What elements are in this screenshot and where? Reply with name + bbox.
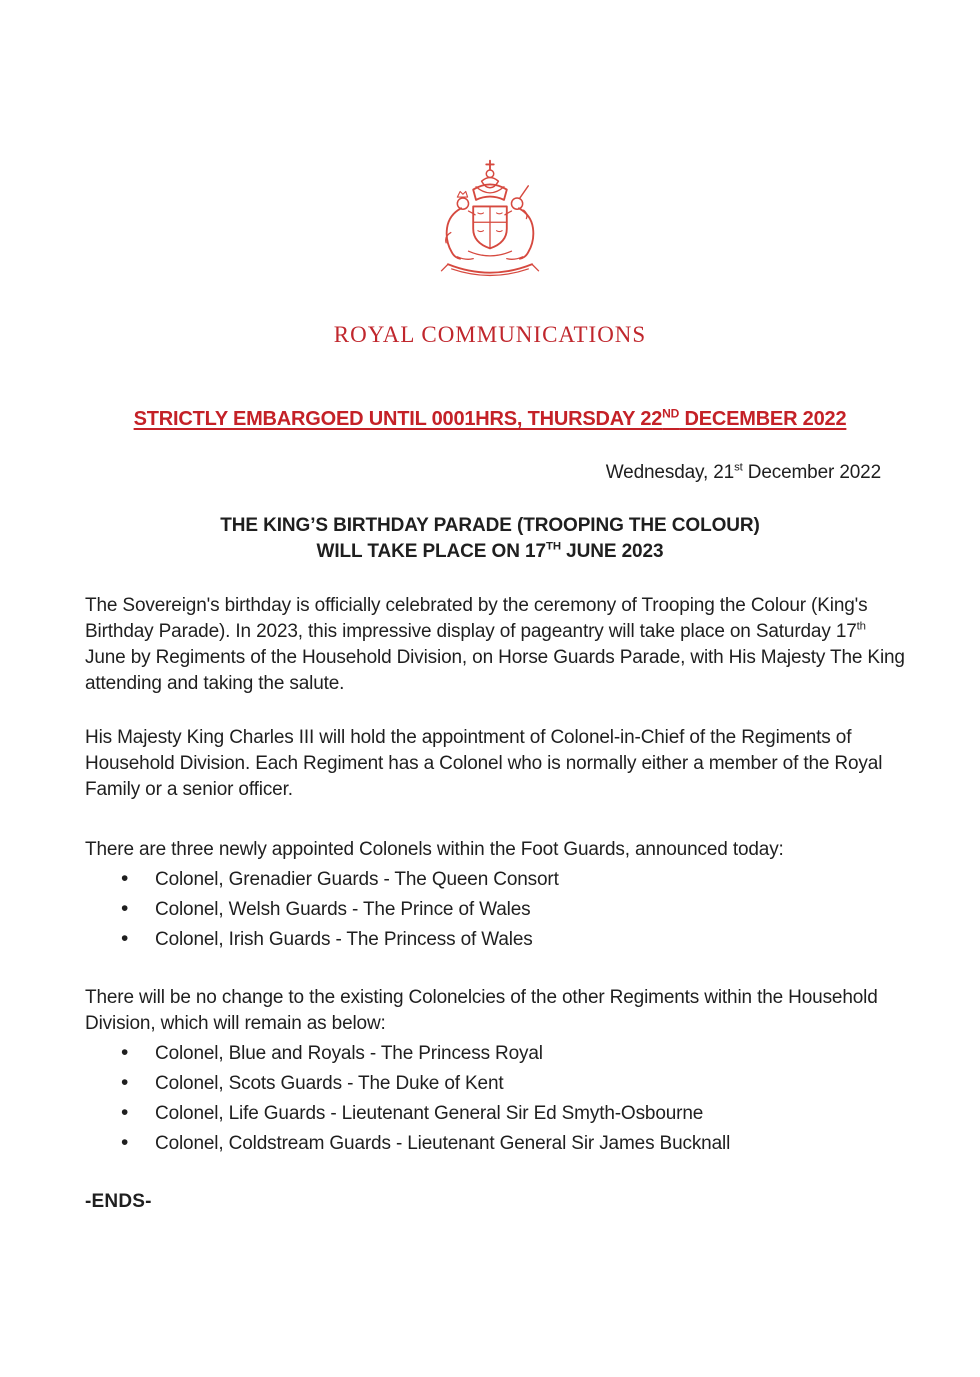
masthead-title [0,321,980,349]
list-item: • Colonel, Irish Guards - The Princess of Wales [121,927,905,953]
paragraph-colonel-in-chief: His Majesty King Charles III will hold the appointment of Colonel-in-Chief of the Regiments of Household Division. Each Regiment has a Colonel who is normally either a member of the Royal Family or a senior officer. [85,727,883,800]
list-item: • Colonel, Life Guards - Lieutenant General Sir Ed Smyth-Osbourne [121,1101,905,1127]
list-item: • Colonel, Welsh Guards - The Prince of Wales [121,897,905,923]
headline-ordinal-superscript: TH [545,540,561,553]
list-item: • Colonel, Grenadier Guards - The Queen Consort [121,867,905,893]
embargo-text: STRICTLY EMBARGOED UNTIL 0001HRS, THURSDAY 22 [133,408,663,430]
list-item: • Colonel, Blue and Royals - The Princess Royal [121,1041,905,1067]
press-release-page [0,155,980,1377]
list-item: • Colonel, Coldstream Guards - Lieutenant General Sir James Bucknall [121,1131,905,1157]
paragraph-text: The Sovereign's birthday is officially celebrated by the ceremony of Trooping the Colour (King's Birthday Parade). In 2023, this impressive display of pageantry will take place on Saturday 17 [85,595,868,642]
headline-line2 [0,539,980,565]
dateline-text-suffix: December 2022 [742,462,881,483]
headline-line2-suffix: JUNE 2023 [560,541,664,562]
embargo-text-suffix: DECEMBER 2022 [679,408,847,430]
paragraph-text-suffix: June by Regiments of the Household Division, on Horse Guards Parade, with His Majesty The King attending and taking the salute. [85,647,905,694]
unchanged-colonels-intro: There will be no change to the existing Colonelcies of the other Regiments within the Household Division, which will remain as below: [85,987,878,1034]
new-colonels-list [121,867,905,953]
dateline-ordinal-superscript: st [734,461,743,474]
dateline-text: Wednesday, 21 [605,462,735,483]
ends-marker: -ENDS- [85,1191,152,1212]
dateline [0,460,881,486]
embargo-ordinal-superscript: ND [662,406,680,421]
new-colonels-intro: There are three newly appointed Colonels within the Foot Guards, announced today: [85,839,784,860]
headline-line1: THE KING’S BIRTHDAY PARADE (TROOPING THE COLOUR) [220,515,760,536]
royal-coat-of-arms-icon [420,155,560,297]
headline [0,513,980,565]
masthead-title-text: ROYAL COMMUNICATIONS [333,322,647,347]
ordinal-superscript: th [856,620,866,633]
paragraph-sovereign-birthday [85,593,905,697]
list-item: • Colonel, Scots Guards - The Duke of Kent [121,1071,905,1097]
headline-line2-text: WILL TAKE PLACE ON 17 [316,541,546,562]
embargo-notice [0,406,980,433]
unchanged-colonels-list [121,1041,905,1157]
